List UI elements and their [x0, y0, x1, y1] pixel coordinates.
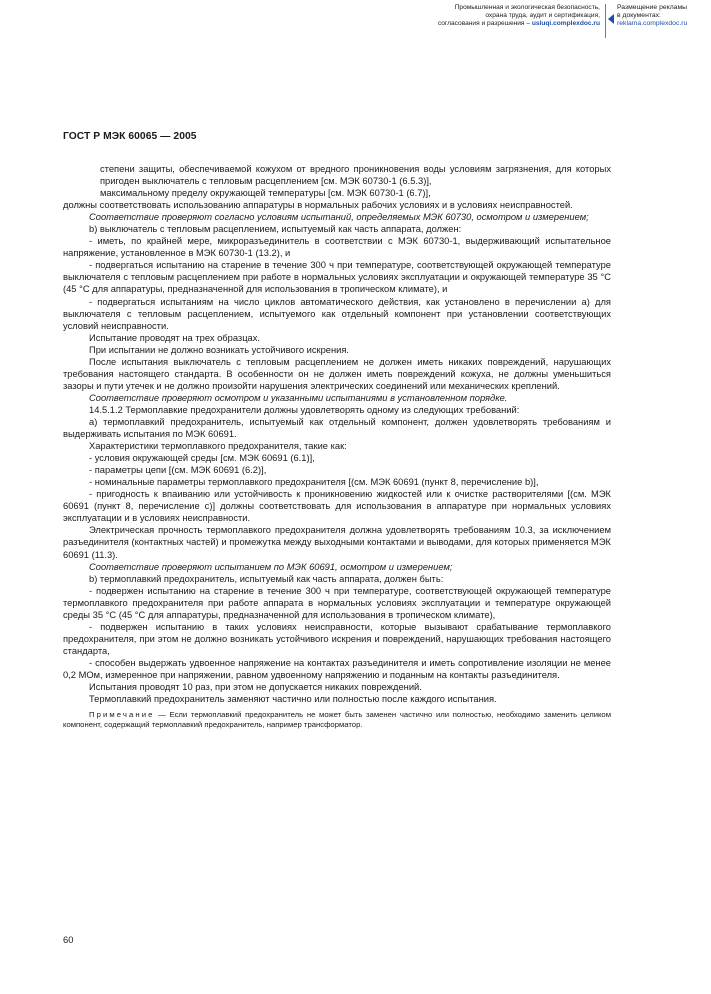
list-item: - подвержен испытанию на старение в течение 300 ч при температуре, соответствующей окружающей температуре термоплавкого предохранителя при работе аппарата в нормальных условиях эксплуатации и температуре окружающей среды 35 °С (45 °С для аппаратуры, предназначенной для использования в тропическом климате),: [63, 585, 611, 620]
banner-left-prefix: согласования и разрешения –: [437, 20, 532, 28]
paragraph: Характеристики термоплавкого предохранителя, такие как:: [89, 441, 347, 452]
banner-right-line: в документах:: [617, 12, 661, 20]
list-item: - параметры цепи [(см. МЭК 60691 (6.2)],: [89, 465, 267, 476]
banner-left-line: Промышленная и экологическая безопасность,: [454, 4, 600, 11]
list-item: - иметь, по крайней мере, микроразъединитель в соответствии с МЭК 60730-1, выдерживающий испытательное напряжение, установленное в МЭК 60730-1 (13.2), и: [63, 236, 611, 259]
document-body: [63, 163, 611, 731]
paragraph: Электрическая прочность термоплавкого предохранителя должна удовлетворять требованиям 10.3, за исключением разъединителя (контактных частей) и промежутка между выходными контактами и выводами, для которых применяется МЭК 60691 (11.3).: [63, 525, 611, 560]
document-header: ГОСТ Р МЭК 60065 — 2005: [63, 131, 197, 142]
paragraph: После испытания выключатель с тепловым расцеплением не должен иметь никаких повреждений, нарушающих требования настоящего стандарта. В особенности он не должен иметь повреждений кожуха, не должны уменьшиться зазоры и пути утечек и не должно произойти нарушения электрических соединений или механических креплений.: [63, 356, 611, 391]
paragraph: а) термоплавкий предохранитель, испытуемый как отдельный компонент, должен удовлетворять требованиям и выдерживать испытания по МЭК 60691.: [63, 416, 611, 440]
list-item: - условия окружающей среды [см. МЭК 60691 (6.1)],: [89, 453, 315, 464]
paragraph: Термоплавкий предохранитель заменяют частично или полностью после каждого испытания.: [89, 694, 497, 705]
paragraph: степени защиты, обеспечиваемой кожухом от вредного проникновения воды условиям загрязнения, для которых пригоден выключатель с тепловым расцеплением [см. МЭК 60730-1 (6.5.3)],: [100, 164, 611, 187]
list-item: - номинальные параметры термоплавкого предохранителя [(см. МЭК 60691 (пункт 8, перечисление b)],: [89, 477, 539, 488]
banner-left-line: [412, 20, 600, 28]
banner-right-line: Размещение рекламы: [617, 4, 688, 11]
paragraph: b) выключатель с тепловым расцеплением, испытуемый как часть аппарата, должен:: [89, 224, 462, 235]
paragraph: b) термоплавкий предохранитель, испытуемый как часть аппарата, должен быть:: [89, 573, 444, 584]
arrow-left-icon: [608, 14, 614, 24]
list-item: - подвергаться испытаниям на число циклов автоматического действия, как установлено в перечислении а) для выключателя с тепловым расцеплением, испытуемого как отдельный компонент при установлении соответствующих условий неисправности.: [63, 296, 611, 331]
paragraph: При испытании не должно возникать устойчивого искрения.: [89, 344, 350, 355]
list-item: - подвергаться испытанию на старение в течение 300 ч при температуре, соответствующей окружающей температуре выключателя с тепловым расцеплением при работе в нормальных условиях эксплуатации и окружающей температуре 35 °С (45 °С для аппаратуры, предназначенной для использования в тропическом климате), и: [63, 260, 611, 295]
list-item: - подвержен испытанию в таких условиях неисправности, которые вызывают срабатывание термоплавкого предохранителя, при этом не должно возникать устойчивого искрения и повреждений, нарушающих требования настоящего стандарта,: [63, 621, 611, 656]
services-link[interactable]: usluqi.complexdoc.ru: [531, 20, 600, 28]
banner-divider: [605, 4, 606, 38]
page-number: 60: [63, 934, 74, 945]
compliance-statement: Соответствие проверяют осмотром и указанными испытаниями в установленном порядке.: [89, 392, 508, 403]
compliance-statement: Соответствие проверяют согласно условиям испытаний, определяемых МЭК 60730, осмотром и измерением;: [89, 212, 589, 223]
compliance-statement: Соответствие проверяют испытанием по МЭК 60691, осмотром и измерением;: [89, 561, 453, 572]
list-item: - пригодность к впаиванию или устойчивость к проникновению жидкостей или к очистке растворителями [(см. МЭК 60691 (пункт 8, перечисление с)] должны соответствовать для использования в аппаратуре при нормальных условиях эксплуатации и в условиях неисправности.: [63, 489, 611, 524]
banner-left-line: охрана труда, аудит и сертификация,: [485, 12, 600, 20]
note: [63, 710, 611, 730]
clause: 14.5.1.2 Термоплавкие предохранители должны удовлетворять одному из следующих требований:: [89, 404, 520, 415]
paragraph: Испытания проводят 10 раз, при этом не допускается никаких повреждений.: [89, 682, 422, 693]
note-text: — Если термоплавкий предохранитель не может быть заменен частично или полностью, необходимо заменить целиком компонент, содержащий термоплавкий предохранитель, например трансформатор.: [63, 710, 611, 730]
note-label: Примечание: [89, 710, 155, 720]
paragraph: максимальному пределу окружающей температуры [см. МЭК 60730-1 (6.7)],: [100, 188, 431, 199]
list-item: - способен выдержать удвоенное напряжение на контактах разъединителя и иметь сопротивление изоляции не менее 0,2 МОм, измеренное при напряжении, равном удвоенному напряжению и поданным на контакты разъединителя.: [63, 657, 611, 680]
banner-right-text: [617, 4, 709, 29]
advertising-link[interactable]: reklama.complexdoc.ru: [617, 20, 688, 28]
top-banner: [412, 4, 707, 38]
paragraph: Испытание проводят на трех образцах.: [89, 332, 261, 343]
paragraph: должны соответствовать использованию аппаратуры в нормальных рабочих условиях и в условиях неисправностей.: [63, 200, 573, 211]
banner-left-text: [412, 4, 600, 29]
